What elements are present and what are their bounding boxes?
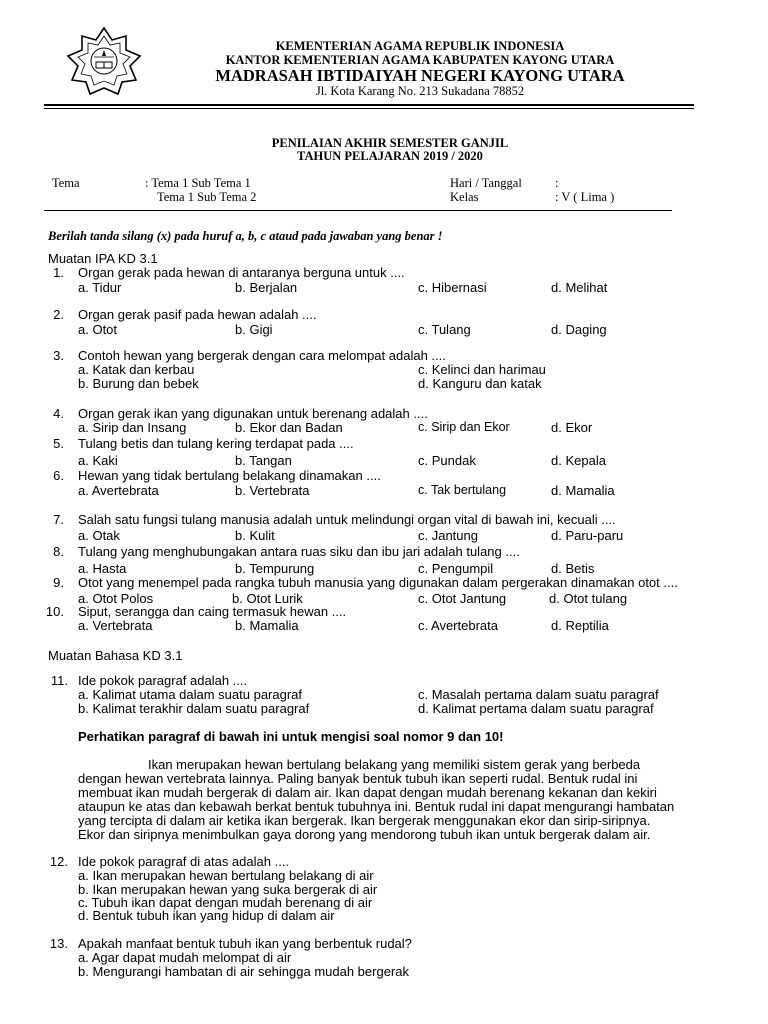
- option-c: c. Avertebrata: [418, 618, 498, 633]
- option-c: c. Hibernasi: [418, 280, 487, 295]
- question-number: 6.: [53, 468, 64, 483]
- question-text: Hewan yang tidak bertulang belakang dinamakan ....: [78, 468, 381, 483]
- question-number: 3.: [53, 348, 64, 363]
- option-b: b. Otot Lurik: [232, 591, 303, 606]
- tema-value-2: Tema 1 Sub Tema 2: [157, 190, 257, 204]
- option-a: a. Ikan merupakan hewan bertulang belakang di air: [78, 868, 374, 883]
- tema-value-1: : Tema 1 Sub Tema 1: [145, 176, 251, 190]
- paragraph-line: Ikan merupakan hewan bertulang belakang yang memiliki sistem gerak yang berbeda: [148, 757, 641, 772]
- question-number: 4.: [53, 406, 64, 421]
- option-b: b. Kalimat terakhir dalam suatu paragraf: [78, 701, 310, 716]
- option-b: b. Ikan merupakan hewan yang suka bergerak di air: [78, 882, 378, 897]
- kelas-value: : V ( Lima ): [555, 190, 615, 204]
- question-number: 7.: [53, 512, 64, 527]
- question-number: 12.: [49, 854, 68, 869]
- header-rule-thin: [44, 108, 694, 109]
- question-number: 8.: [53, 544, 64, 559]
- option-a: a. Agar dapat mudah melompat di air: [78, 950, 292, 965]
- option-a: a. Vertebrata: [78, 618, 153, 633]
- paragraph-line: membuat ikan mudah bergerak di dalam air. Ikan dapat dengan mudah berenang kekanan dan kekiri: [78, 785, 657, 800]
- info-rule: [44, 210, 672, 211]
- question-text: Otot yang menempel pada rangka tubuh manusia yang digunakan dalam pergerakan dinamakan otot ....: [78, 575, 678, 590]
- header-school: MADRASAH IBTIDAIYAH NEGERI KAYONG UTARA: [215, 66, 625, 85]
- header-rule-thick: [44, 104, 694, 106]
- header-address: Jl. Kota Karang No. 213 Sukadana 78852: [315, 84, 525, 98]
- tema-label: Tema: [52, 176, 80, 190]
- instruction: Berilah tanda silang (x) pada huruf a, b, c ataud pada jawaban yang benar !: [48, 229, 443, 243]
- kelas-label: Kelas: [450, 190, 479, 204]
- option-c: c. Kelinci dan harimau: [418, 362, 546, 377]
- header-ministry: KEMENTERIAN AGAMA REPUBLIK INDONESIA: [275, 39, 565, 53]
- section-ipa: Muatan IPA KD 3.1: [48, 251, 158, 266]
- hari-label: Hari / Tanggal: [450, 176, 522, 190]
- paragraph-line: ataupun ke atas dan kebawah berkat bentuk tubuhnya ini. Bentuk rudal ini dapat mengurangi hambatan: [78, 799, 675, 814]
- option-c: c. Tak bertulang: [418, 483, 507, 497]
- option-c: c. Tulang: [418, 322, 471, 337]
- option-c: c. Jantung: [418, 528, 478, 543]
- question-text: Contoh hewan yang bergerak dengan cara melompat adalah ....: [78, 348, 446, 363]
- option-d: d. Paru-paru: [551, 528, 624, 543]
- question-text: Salah satu fungsi tulang manusia adalah untuk melindungi organ vital di bawah ini, kecuali ....: [78, 512, 616, 527]
- option-d: d. Otot tulang: [549, 591, 628, 606]
- option-c: c. Masalah pertama dalam suatu paragraf: [418, 687, 659, 702]
- option-a: a. Kalimat utama dalam suatu paragraf: [78, 687, 303, 702]
- question-number: 10.: [45, 604, 64, 619]
- option-b: b. Ekor dan Badan: [235, 420, 343, 435]
- kemenag-logo: [64, 26, 144, 96]
- option-d: d. Kepala: [551, 453, 606, 468]
- option-b: b. Vertebrata: [235, 483, 310, 498]
- option-c: c. Pengumpil: [418, 561, 494, 576]
- option-a: a. Otak: [78, 528, 120, 543]
- option-b: b. Mamalia: [235, 618, 299, 633]
- question-number: 9.: [53, 575, 64, 590]
- question-text: Tulang betis dan tulang kering terdapat pada ....: [78, 436, 354, 451]
- section-bahasa: Muatan Bahasa KD 3.1: [48, 648, 183, 663]
- option-b: b. Tangan: [235, 453, 292, 468]
- option-a: a. Katak dan kerbau: [78, 362, 195, 377]
- paragraph-line: yang tercipta di dalam air ketika ikan bergerak. Ikan bergerak menggunakan ekor dan sirip-siripnya.: [78, 813, 651, 828]
- option-d: d. Reptilia: [551, 618, 609, 633]
- option-d: d. Betis: [551, 561, 595, 576]
- question-text: Ide pokok paragraf adalah ....: [78, 673, 248, 688]
- question-text: Organ gerak pada hewan di antaranya berguna untuk ....: [78, 265, 405, 280]
- question-number: 2.: [53, 307, 64, 322]
- header-office: KANTOR KEMENTERIAN AGAMA KABUPATEN KAYONG UTARA: [225, 53, 615, 67]
- hari-value: :: [555, 176, 559, 190]
- option-c: c. Sirip dan Ekor: [418, 420, 510, 434]
- option-c: c. Otot Jantung: [418, 591, 507, 606]
- question-number: 13.: [49, 936, 68, 951]
- option-d: d. Melihat: [551, 280, 608, 295]
- question-text: Organ gerak pasif pada hewan adalah ....: [78, 307, 317, 322]
- option-a: a. Otot Polos: [78, 591, 154, 606]
- option-d: d. Ekor: [551, 420, 593, 435]
- question-text: Organ gerak ikan yang digunakan untuk berenang adalah ....: [78, 406, 428, 421]
- exam-year: TAHUN PELAJARAN 2019 / 2020: [297, 149, 483, 163]
- paragraph-heading: Perhatikan paragraf di bawah ini untuk mengisi soal nomor 9 dan 10!: [78, 729, 504, 744]
- question-text: Tulang yang menghubungakan antara ruas siku dan ibu jari adalah tulang ....: [78, 544, 520, 559]
- option-a: a. Sirip dan Insang: [78, 420, 187, 435]
- option-b: b. Kulit: [235, 528, 275, 543]
- option-d: d. Daging: [551, 322, 607, 337]
- exam-title: PENILAIAN AKHIR SEMESTER GANJIL: [271, 136, 509, 150]
- question-number: 11.: [50, 673, 68, 688]
- option-a: a. Hasta: [78, 561, 127, 576]
- question-text: Siput, serangga dan caing termasuk hewan ....: [78, 604, 347, 619]
- option-b: b. Mengurangi hambatan di air sehingga mudah bergerak: [78, 964, 409, 979]
- option-a: a. Kaki: [78, 453, 118, 468]
- option-c: c. Pundak: [418, 453, 476, 468]
- question-number: 1.: [53, 265, 64, 280]
- option-d: d. Kanguru dan katak: [418, 376, 542, 391]
- paragraph-line: Ekor dan siripnya menimbulkan gaya dorong yang mendorong tubuh ikan untuk bergerak dalam air.: [78, 827, 651, 842]
- paragraph-line: dengan hewan vertebrata lainnya. Paling banyak bentuk tubuh ikan seperti rudal. Bentuk rudal ini: [78, 771, 638, 786]
- option-b: b. Gigi: [235, 322, 273, 337]
- question-number: 5.: [53, 436, 64, 451]
- option-b: b. Burung dan bebek: [78, 376, 199, 391]
- option-b: b. Tempurung: [235, 561, 315, 576]
- option-a: a. Avertebrata: [78, 483, 159, 498]
- option-a: a. Otot: [78, 322, 118, 337]
- question-text: Ide pokok paragraf di atas adalah ....: [78, 854, 290, 869]
- option-d: d. Mamalia: [551, 483, 615, 498]
- option-b: b. Berjalan: [235, 280, 298, 295]
- option-d: d. Bentuk tubuh ikan yang hidup di dalam air: [78, 908, 335, 923]
- option-d: d. Kalimat pertama dalam suatu paragraf: [418, 701, 654, 716]
- option-c: c. Tubuh ikan dapat dengan mudah berenang di air: [78, 895, 373, 910]
- option-a: a. Tidur: [78, 280, 122, 295]
- question-text: Apakah manfaat bentuk tubuh ikan yang berbentuk rudal?: [78, 936, 412, 951]
